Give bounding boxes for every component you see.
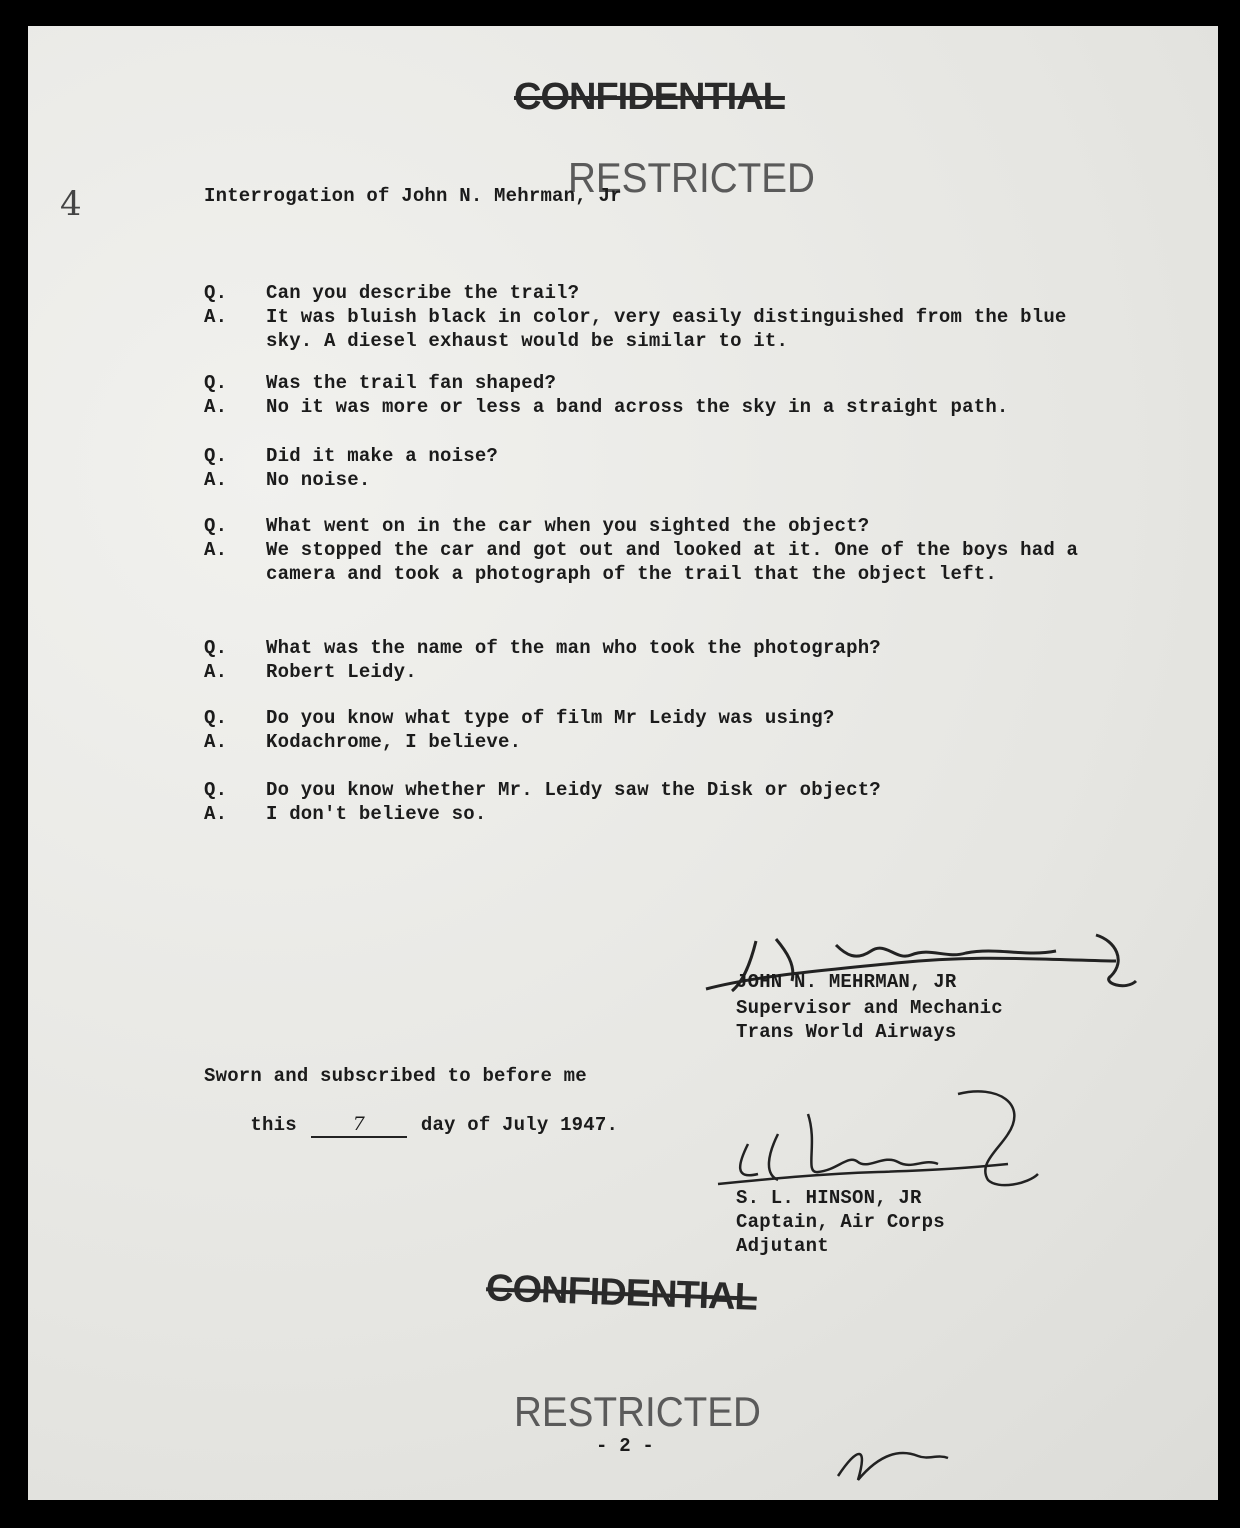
signer1-name: JOHN N. MEHRMAN, JR	[736, 971, 957, 993]
confidential-stamp-bottom: CONFIDENTIAL	[485, 1267, 758, 1319]
question-text: Can you describe the trail?	[266, 282, 580, 304]
answer-row	[204, 468, 1104, 492]
answer-row	[204, 730, 1104, 754]
qa-pair	[204, 444, 1104, 492]
answer-text: No noise.	[266, 469, 371, 491]
question-row	[204, 514, 1104, 538]
answer-row	[204, 660, 1104, 684]
question-text: What went on in the car when you sighted the object?	[266, 515, 870, 537]
question-text: Do you know what type of film Mr Leidy was using?	[266, 707, 835, 729]
question-label: Q.	[204, 445, 228, 467]
answer-text: I don't believe so.	[266, 803, 487, 825]
confidential-stamp-top: CONFIDENTIAL	[514, 76, 785, 118]
answer-label: A.	[204, 803, 228, 825]
question-label: Q.	[204, 637, 228, 659]
margin-page-note: 4	[60, 184, 82, 224]
initials-mark	[828, 1436, 958, 1486]
answer-row	[204, 538, 1104, 586]
sworn-day: 7	[352, 1113, 365, 1135]
document-page	[28, 26, 1218, 1500]
question-text: What was the name of the man who took the photograph?	[266, 637, 881, 659]
signer2-name: S. L. HINSON, JR	[736, 1187, 922, 1209]
qa-pair	[204, 371, 1104, 419]
answer-label: A.	[204, 661, 228, 683]
question-text: Did it make a noise?	[266, 445, 499, 467]
question-row	[204, 281, 1104, 305]
question-label: Q.	[204, 707, 228, 729]
answer-text: It was bluish black in color, very easily distinguished from the blue sky. A diesel exhaust would be similar to it.	[266, 306, 1067, 352]
sworn-day-blank	[311, 1112, 407, 1138]
question-row	[204, 444, 1104, 468]
question-label: Q.	[204, 515, 228, 537]
qa-pair	[204, 706, 1104, 754]
qa-pair	[204, 281, 1104, 353]
question-label: Q.	[204, 372, 228, 394]
question-row	[204, 778, 1104, 802]
question-label: Q.	[204, 779, 228, 801]
answer-row	[204, 802, 1104, 826]
answer-row	[204, 395, 1104, 419]
qa-pair	[204, 514, 1104, 586]
answer-text: We stopped the car and got out and looked at it. One of the boys had a camera and took a photograph of the trail that the object left.	[266, 539, 1079, 585]
sworn-line-1: Sworn and subscribed to before me	[204, 1065, 587, 1087]
signer2-title: Captain, Air Corps	[736, 1211, 945, 1233]
answer-text: Kodachrome, I believe.	[266, 731, 522, 753]
signer1-title: Supervisor and Mechanic	[736, 997, 1003, 1019]
answer-label: A.	[204, 469, 228, 491]
sworn-line-2	[204, 1088, 618, 1162]
document-title: Interrogation of John N. Mehrman, Jr	[204, 185, 622, 207]
signer1-org: Trans World Airways	[736, 1021, 957, 1043]
answer-text: Robert Leidy.	[266, 661, 417, 683]
question-text: Do you know whether Mr. Leidy saw the Disk or object?	[266, 779, 881, 801]
answer-label: A.	[204, 539, 228, 561]
signer2-role: Adjutant	[736, 1235, 829, 1257]
question-row	[204, 636, 1104, 660]
sworn-this: this	[250, 1114, 297, 1136]
question-row	[204, 706, 1104, 730]
answer-label: A.	[204, 731, 228, 753]
answer-row	[204, 305, 1104, 353]
restricted-stamp-top: RESTRICTED	[568, 154, 815, 201]
qa-pair	[204, 636, 1104, 684]
page-number: - 2 -	[596, 1435, 655, 1457]
qa-pair	[204, 778, 1104, 826]
answer-text: No it was more or less a band across the sky in a straight path.	[266, 396, 1009, 418]
question-row	[204, 371, 1104, 395]
question-label: Q.	[204, 282, 228, 304]
answer-label: A.	[204, 396, 228, 418]
restricted-stamp-bottom: RESTRICTED	[514, 1388, 761, 1435]
answer-label: A.	[204, 306, 228, 328]
sworn-day-of-month: day of July 1947.	[420, 1114, 619, 1136]
question-text: Was the trail fan shaped?	[266, 372, 557, 394]
